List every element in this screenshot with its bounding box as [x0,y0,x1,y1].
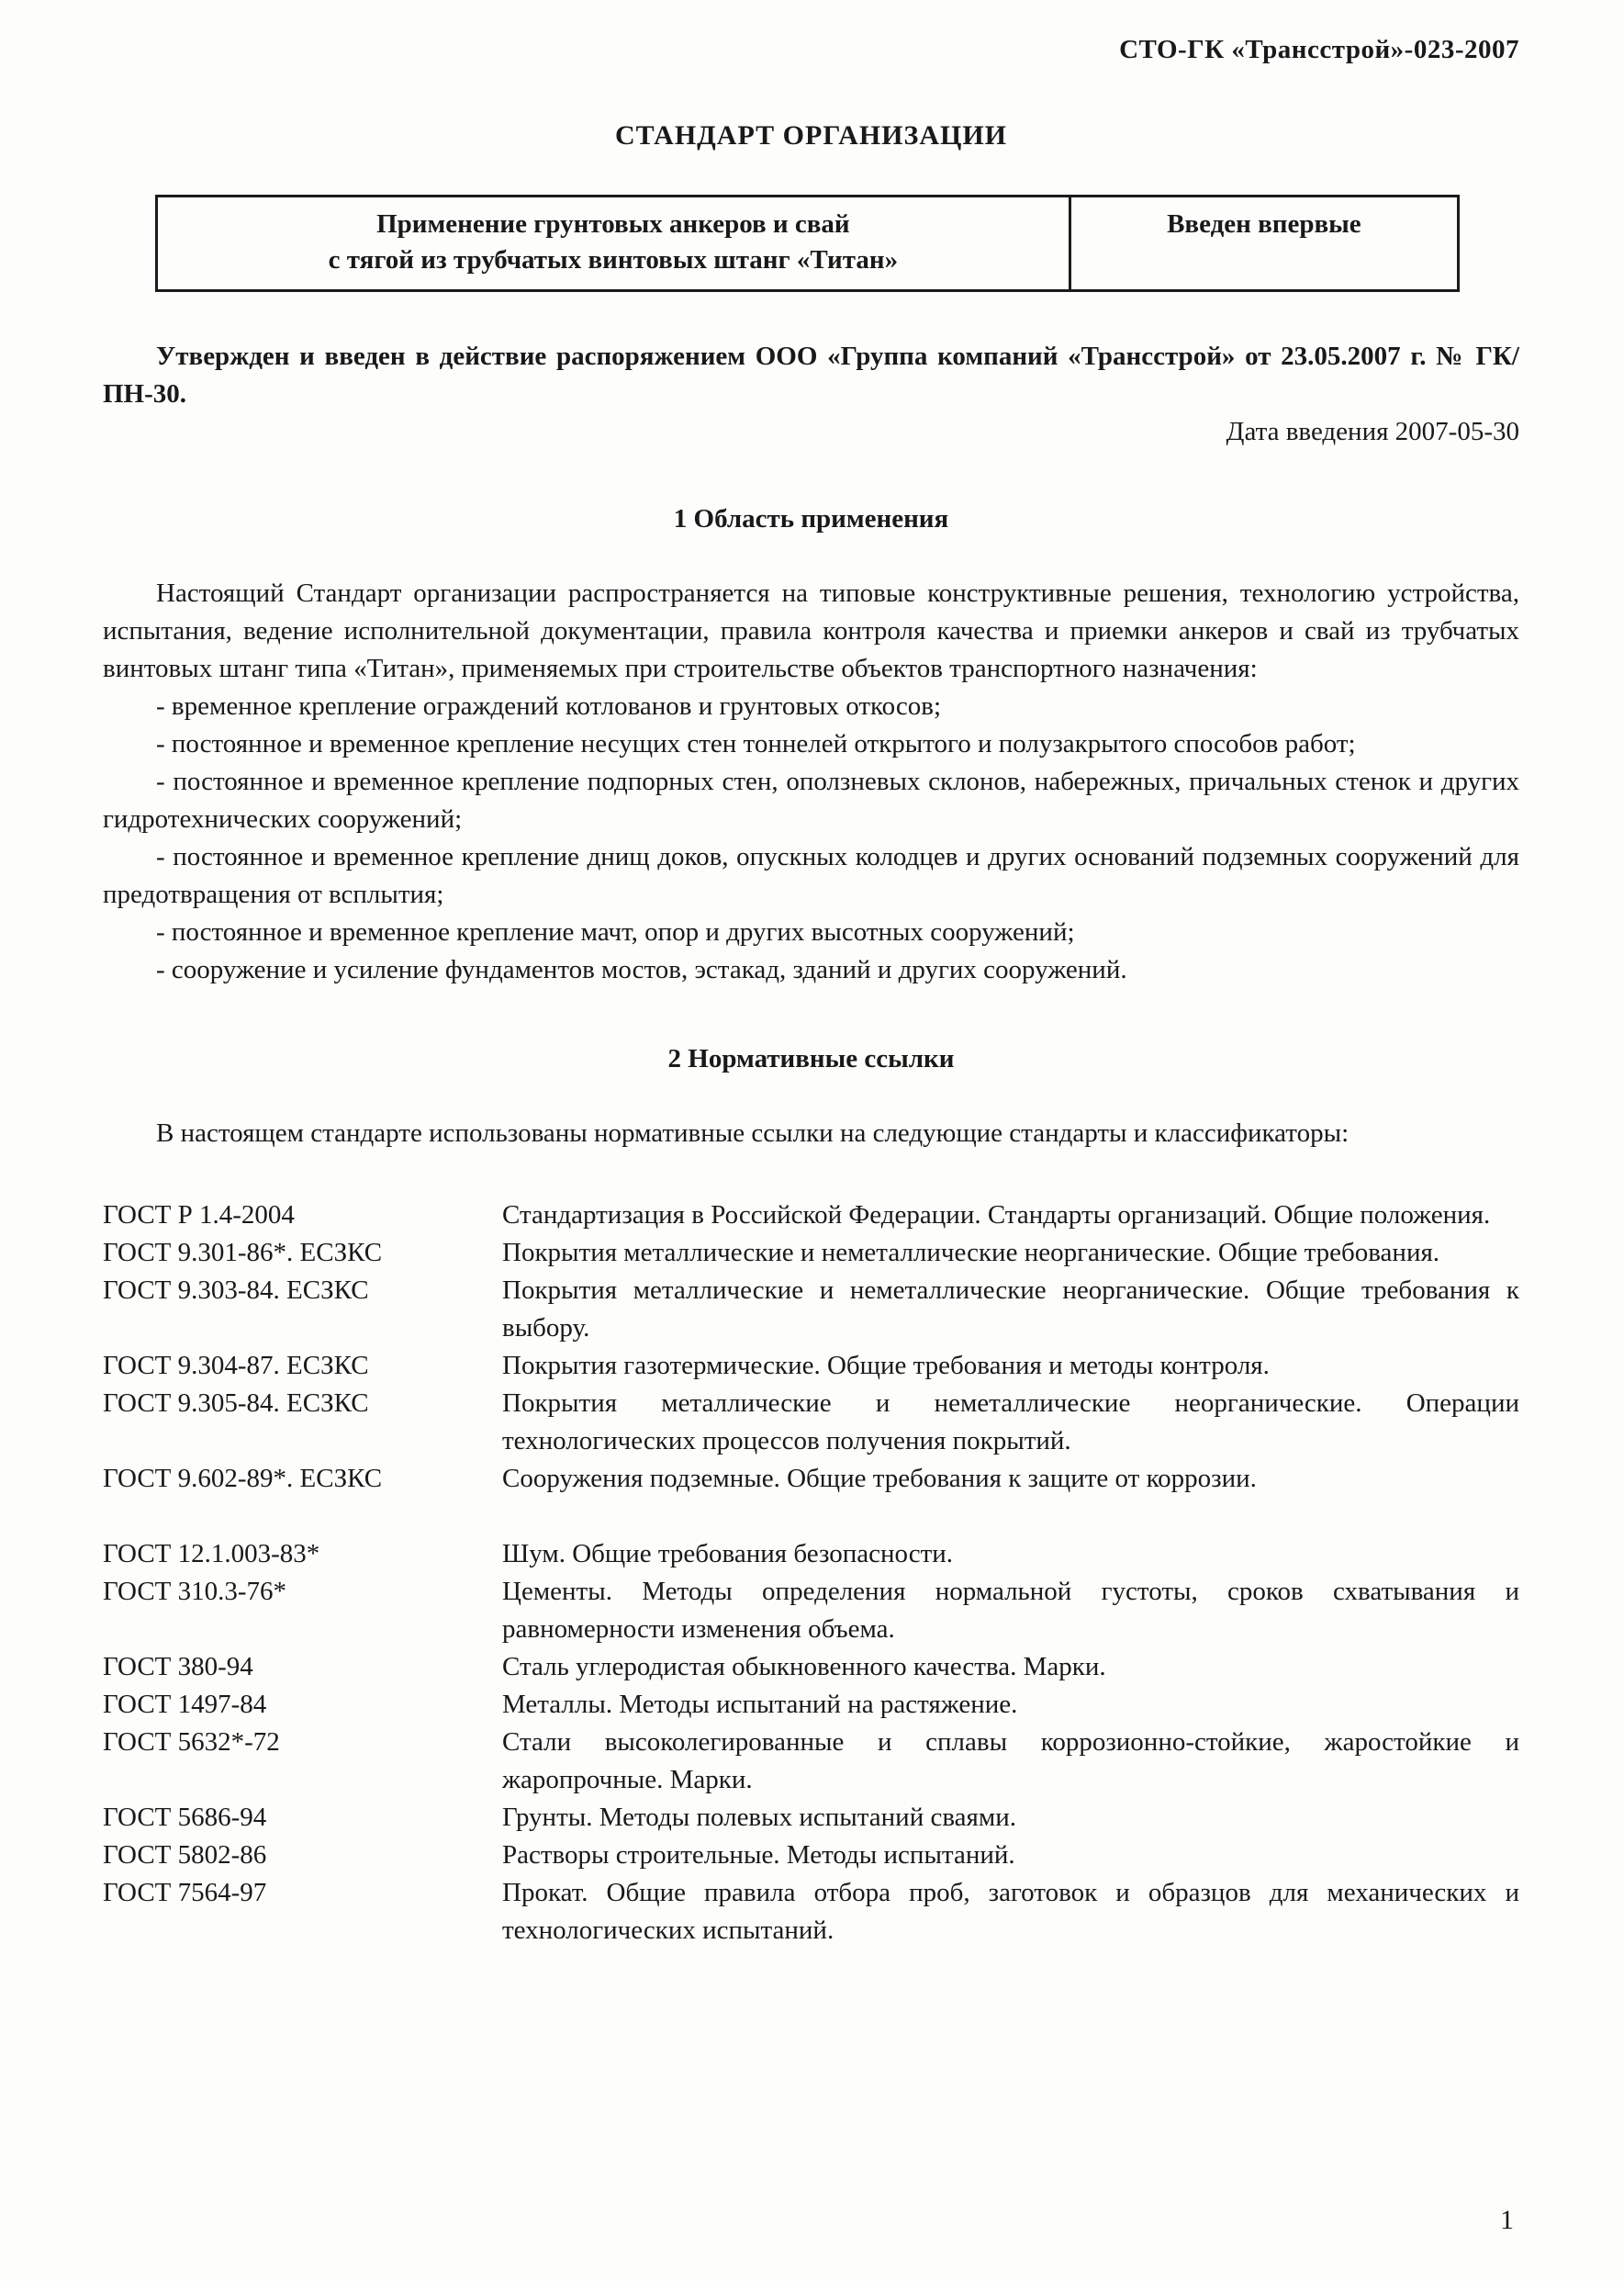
reference-code: ГОСТ 7564-97 [103,1878,267,1907]
reference-row [103,1573,1519,1648]
reference-row [103,1686,1519,1724]
approval-paragraph: Утвержден и введен в действие распоряжением ООО «Группа компаний «Трансстрой» от 23.05.2007 г. № ГК/ПН-30. [103,342,1519,409]
reference-code: ГОСТ 9.602-89*. ЕСЗКС [103,1464,383,1493]
section-1-intro: Настоящий Стандарт организации распространяется на типовые конструктивные решения, технологию устройства, испытания, ведение исполнительной документации, правила контроля качества и приемки анкеров и свай из трубчатых винтовых штанг типа «Титан», применяемых при строительстве объектов транспортного назначения: [103,579,1519,683]
reference-code: ГОСТ 9.305-84. ЕСЗКС [103,1388,369,1418]
reference-code: ГОСТ 5802-86 [103,1840,267,1870]
reference-description: Сталь углеродистая обыкновенного качества. Марки. [502,1652,1106,1681]
doc-type-title: СТАНДАРТ ОРГАНИЗАЦИИ [614,120,1007,151]
reference-code: ГОСТ 9.303-84. ЕСЗКС [103,1275,369,1305]
page-number: 1 [1500,2205,1514,2235]
reference-row [103,1460,1519,1498]
doc-code: СТО-ГК «Трансстрой»-023-2007 [1119,35,1519,64]
scope-list-item: - постоянное и временное крепление несущих стен тоннелей открытого и полузакрытого способов работ; [156,729,1356,758]
reference-code: ГОСТ Р 1.4-2004 [103,1200,295,1230]
scope-list-item: - сооружение и усиление фундаментов мостов, эстакад, зданий и других сооружений. [156,955,1127,984]
reference-description: Покрытия металлические и неметаллические неорганические. Операции технологических процессов получения покрытий. [502,1388,1519,1455]
reference-description: Растворы строительные. Методы испытаний. [502,1840,1015,1870]
reference-row [103,1347,1519,1385]
reference-description: Грунты. Методы полевых испытаний сваями. [502,1803,1016,1832]
reference-code: ГОСТ 310.3-76* [103,1577,287,1606]
reference-description: Покрытия газотермические. Общие требования и методы контроля. [502,1351,1270,1380]
reference-description: Шум. Общие требования безопасности. [502,1539,954,1568]
reference-description: Стандартизация в Российской Федерации. Стандарты организаций. Общие положения. [502,1200,1491,1230]
reference-code: ГОСТ 5632*-72 [103,1727,280,1757]
reference-row [103,1385,1519,1460]
reference-row [103,1648,1519,1686]
standard-title-cell [158,197,1071,289]
reference-code: ГОСТ 1497-84 [103,1690,267,1719]
references-list [103,1197,1519,1950]
title-block [155,195,1460,292]
scope-list-item: - временное крепление ограждений котлованов и грунтовых откосов; [156,691,942,721]
reference-description: Цементы. Методы определения нормальной густоты, сроков схватывания и равномерности изменения объема. [502,1577,1519,1644]
reference-code: ГОСТ 12.1.003-83* [103,1539,320,1568]
reference-description: Прокат. Общие правила отбора проб, заготовок и образцов для механических и технологических испытаний. [502,1878,1519,1945]
reference-row [103,1234,1519,1272]
reference-row [103,1799,1519,1837]
reference-code: ГОСТ 9.304-87. ЕСЗКС [103,1351,369,1380]
reference-row [103,1197,1519,1234]
reference-code: ГОСТ 380-94 [103,1652,253,1681]
reference-code: ГОСТ 5686-94 [103,1803,267,1832]
scope-list-item: - постоянное и временное крепление мачт, опор и других высотных сооружений; [156,917,1075,947]
section-1-heading: 1 Область применения [673,504,949,534]
reference-row [103,1272,1519,1347]
scope-list-item: - постоянное и временное крепление подпорных стен, оползневых склонов, набережных, причальных стенок и других гидротехнических сооружений; [103,767,1519,834]
reference-code: ГОСТ 9.301-86*. ЕСЗКС [103,1238,383,1267]
reference-description: Стали высоколегированные и сплавы коррозионно-стойкие, жаростойкие и жаропрочные. Марки. [502,1727,1519,1794]
reference-row [103,1837,1519,1874]
status-text: Введен впервые [1167,209,1361,239]
reference-row [103,1724,1519,1799]
section-2-heading: 2 Нормативные ссылки [667,1044,955,1073]
reference-description: Металлы. Методы испытаний на растяжение. [502,1690,1018,1719]
standard-title-line1: Применение грунтовых анкеров и свай [376,209,850,239]
section-2-intro: В настоящем стандарте использованы нормативные ссылки на следующие стандарты и классификаторы: [156,1118,1350,1148]
reference-description: Покрытия металлические и неметаллические неорганические. Общие требования к выбору. [502,1275,1519,1343]
status-cell [1071,197,1457,289]
reference-description: Покрытия металлические и неметаллические неорганические. Общие требования. [502,1238,1440,1267]
scope-list-item: - постоянное и временное крепление днищ доков, опускных колодцев и других оснований подземных сооружений для предотвращения от всплытия; [103,842,1519,909]
reference-row [103,1874,1519,1950]
standard-title-line2: с тягой из трубчатых винтовых штанг «Титан» [328,245,899,275]
reference-description: Сооружения подземные. Общие требования к защите от коррозии. [502,1464,1257,1493]
reference-row [103,1535,1519,1573]
effective-date: Дата введения 2007-05-30 [1226,417,1519,446]
